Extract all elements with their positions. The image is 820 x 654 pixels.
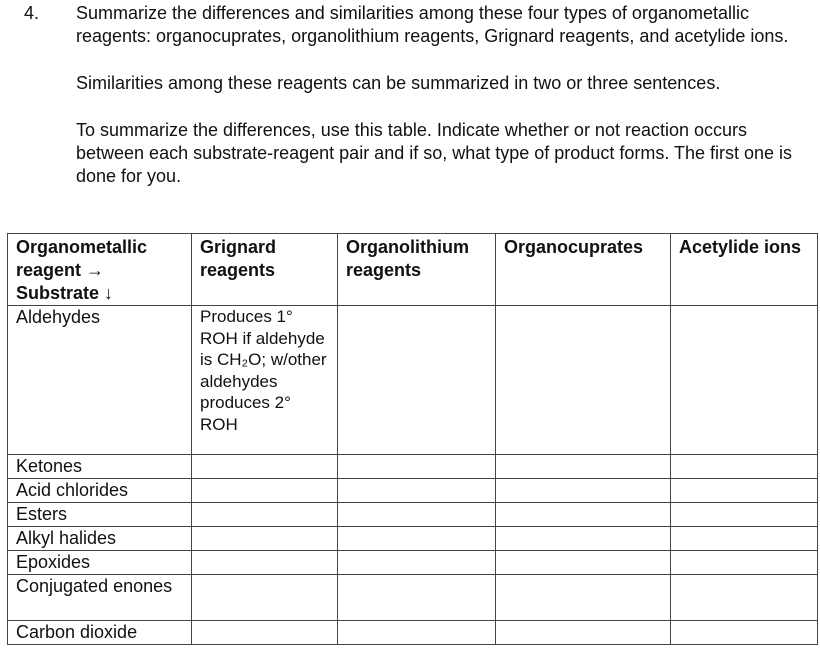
column-header-organocuprates: Organocuprates (496, 234, 671, 306)
table-cell[interactable] (671, 575, 818, 621)
table-row (8, 551, 818, 575)
table-cell[interactable] (496, 479, 671, 503)
table-cell[interactable] (338, 306, 496, 455)
row-header: Esters (8, 503, 192, 527)
table-cell[interactable] (192, 551, 338, 575)
table-cell[interactable] (192, 621, 338, 645)
row-header: Carbon dioxide (8, 621, 192, 645)
table-cell[interactable] (192, 503, 338, 527)
table-cell[interactable] (496, 575, 671, 621)
table-cell[interactable] (338, 575, 496, 621)
column-header-acetylide: Acetylide ions (671, 234, 818, 306)
table-cell[interactable] (496, 551, 671, 575)
table-row (8, 527, 818, 551)
corner-header-line2: reagent → (16, 260, 105, 280)
column-header-organolithium: Organolithium reagents (338, 234, 496, 306)
table-cell[interactable] (338, 621, 496, 645)
row-header: Aldehydes (8, 306, 192, 455)
table-row (8, 455, 818, 479)
table-cell[interactable] (671, 503, 818, 527)
row-header: Conjugated enones (8, 575, 192, 621)
corner-header-line3: Substrate ↓ (16, 283, 114, 303)
table-cell[interactable] (192, 575, 338, 621)
differences-instruction: To summarize the differences, use this table. Indicate whether or not reaction occurs between each substrate-reagent pair and if so, what type of product forms. The first one is done for you. (76, 120, 793, 186)
corner-header (8, 234, 192, 306)
reagent-substrate-table (7, 233, 818, 645)
row-header: Acid chlorides (8, 479, 192, 503)
corner-header-line1: Organometallic (16, 237, 148, 257)
column-header-grignard: Grignard reagents (192, 234, 338, 306)
similarities-instruction: Similarities among these reagents can be summarized in two or three sentences. (76, 73, 721, 93)
table-cell[interactable] (496, 306, 671, 455)
table-cell[interactable] (671, 479, 818, 503)
table-cell[interactable] (496, 527, 671, 551)
table-cell[interactable] (192, 455, 338, 479)
table-row (8, 479, 818, 503)
table-cell[interactable] (338, 455, 496, 479)
table-cell[interactable] (496, 455, 671, 479)
table-header-row (8, 234, 818, 306)
table-cell[interactable] (496, 503, 671, 527)
table-cell[interactable] (671, 306, 818, 455)
table-cell[interactable] (192, 527, 338, 551)
table-row (8, 621, 818, 645)
table-cell[interactable] (338, 479, 496, 503)
table-cell[interactable] (338, 551, 496, 575)
row-header: Ketones (8, 455, 192, 479)
row-header: Epoxides (8, 551, 192, 575)
row-header: Alkyl halides (8, 527, 192, 551)
table-cell[interactable] (496, 621, 671, 645)
table-cell[interactable] (671, 551, 818, 575)
table-row (8, 503, 818, 527)
question-prompt: Summarize the differences and similarities among these four types of organometallic reagents: organocuprates, organolithium reagents, Grignard reagents, and acetylide ions. (76, 3, 789, 46)
table-cell[interactable] (671, 527, 818, 551)
table-cell[interactable] (671, 455, 818, 479)
table-cell[interactable] (671, 621, 818, 645)
question-body (76, 2, 812, 212)
table-cell[interactable] (338, 503, 496, 527)
table-cell[interactable] (338, 527, 496, 551)
table-cell[interactable] (192, 479, 338, 503)
question-number: 4. (24, 3, 40, 23)
table-cell[interactable]: Produces 1° ROH if aldehyde is CH₂O; w/other aldehydes produces 2° ROH (192, 306, 338, 455)
table-row (8, 306, 818, 455)
table-row (8, 575, 818, 621)
